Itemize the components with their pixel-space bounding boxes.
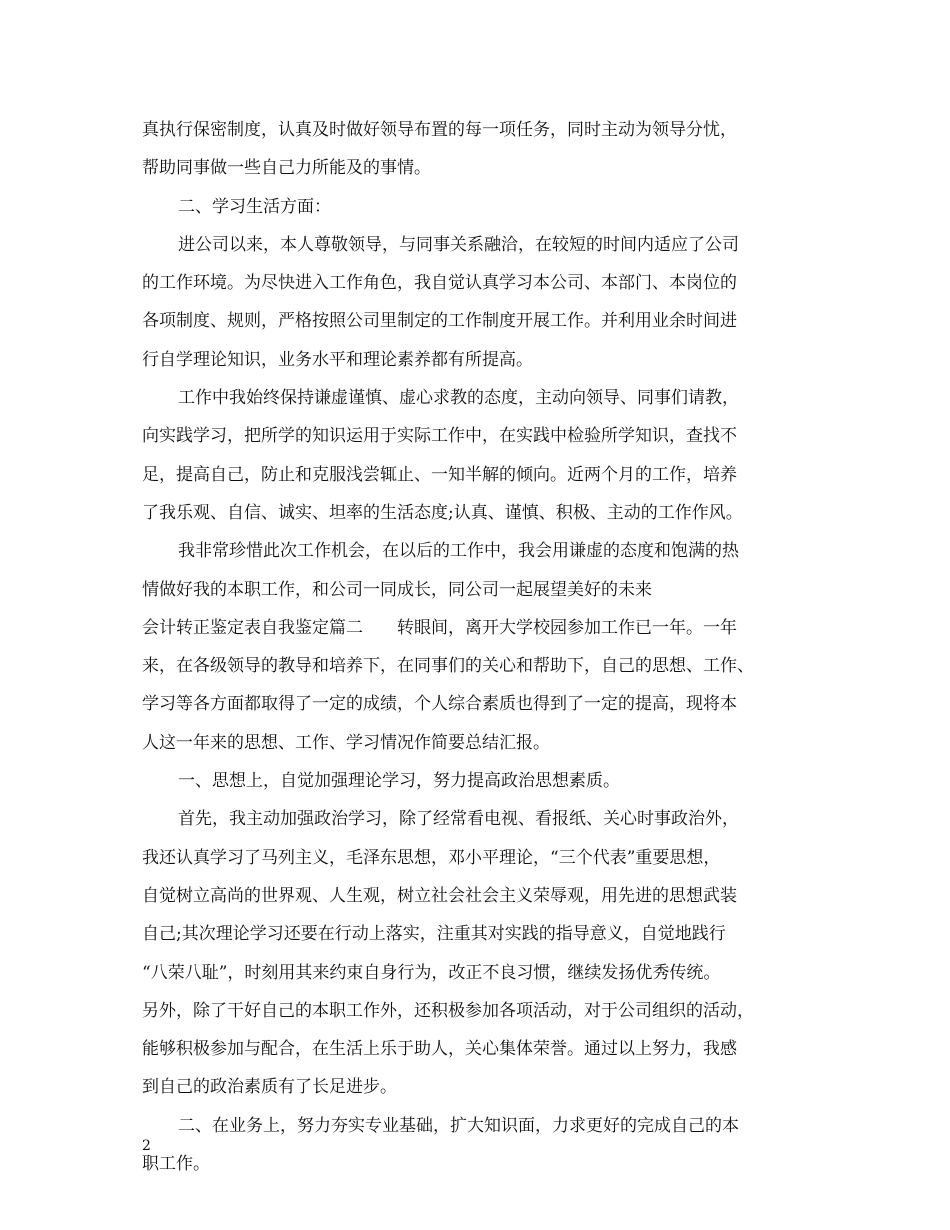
text-line: 向实践学习，把所学的知识运用于实际工作中，在实践中检验所学知识，查找不	[142, 426, 737, 447]
text-line: 一、思想上，自觉加强理论学习，努力提高政治思想素质。	[178, 771, 620, 792]
text-line: 人这一年来的思想、工作、学习情况作简要总结汇报。	[142, 732, 550, 753]
text-line: 学习等各方面都取得了一定的成绩，个人综合素质也得到了一定的提高，现将本	[142, 694, 737, 715]
text-line: 我非常珍惜此次工作机会，在以后的工作中，我会用谦虚的态度和饱满的热	[178, 541, 739, 562]
page-number: 2	[142, 1138, 151, 1154]
text-line: 的工作环境。为尽快进入工作角色，我自觉认真学习本公司、本部门、本岗位的	[142, 273, 737, 294]
text-line: 真执行保密制度，认真及时做好领导布置的每一项任务，同时主动为领导分忧，	[142, 120, 737, 140]
text-line: 自己;其次理论学习还要在行动上落实，注重其对实践的指导意义，自觉地践行	[142, 924, 726, 945]
text-line: 自觉树立高尚的世界观、人生观，树立社会社会主义荣辱观，用先进的思想武装	[142, 885, 737, 906]
text-line: “八荣八耻”，时刻用其来约束自身行为，改正不良习惯，继续发扬优秀传统。	[142, 962, 721, 983]
text-line: 足，提高自己，防止和克服浅尝辄止、一知半解的倾向。近两个月的工作，培养	[142, 464, 737, 485]
text-line: 行自学理论知识，业务水平和理论素养都有所提高。	[142, 349, 533, 370]
text-line: 首先，我主动加强政治学习，除了经常看电视、看报纸、关心时事政治外，	[178, 809, 739, 830]
text-line: 会计转正鉴定表自我鉴定篇二 转眼间，离开大学校园参加工作已一年。一年	[142, 617, 737, 638]
text-line: 了我乐观、自信、诚实、坦率的生活态度;认真、谨慎、积极、主动的工作作风。	[142, 502, 743, 523]
text-line: 到自己的政治素质有了长足进步。	[142, 1077, 397, 1098]
text-line: 二、在业务上，努力夯实专业基础，扩大知识面，力求更好的完成自己的本	[178, 1115, 739, 1136]
text-line: 我还认真学习了马列主义，毛泽东思想，邓小平理论，“三个代表”重要思想，	[142, 847, 721, 868]
text-line: 职工作。	[142, 1154, 210, 1175]
text-line: 能够积极参加与配合，在生活上乐于助人，关心集体荣誉。通过以上努力，我感	[142, 1039, 737, 1060]
text-line: 工作中我始终保持谦虚谨慎、虚心求教的态度，主动向领导、同事们请教，	[178, 388, 739, 409]
text-line: 各项制度、规则，严格按照公司里制定的工作制度开展工作。并利用业余时间进	[142, 311, 737, 332]
text-line: 情做好我的本职工作，和公司一同成长，同公司一起展望美好的未来	[142, 579, 652, 600]
text-line: 另外，除了干好自己的本职工作外，还积极参加各项活动，对于公司组织的活动，	[142, 1000, 754, 1021]
text-line: 来，在各级领导的教导和培养下，在同事们的关心和帮助下，自己的思想、工作、	[142, 656, 754, 677]
document-body	[142, 111, 832, 1183]
text-line: 进公司以来，本人尊敬领导，与同事关系融洽，在较短的时间内适应了公司	[178, 234, 739, 255]
text-line: 二、学习生活方面：	[178, 196, 331, 217]
text-line: 帮助同事做一些自己力所能及的事情。	[142, 158, 431, 179]
